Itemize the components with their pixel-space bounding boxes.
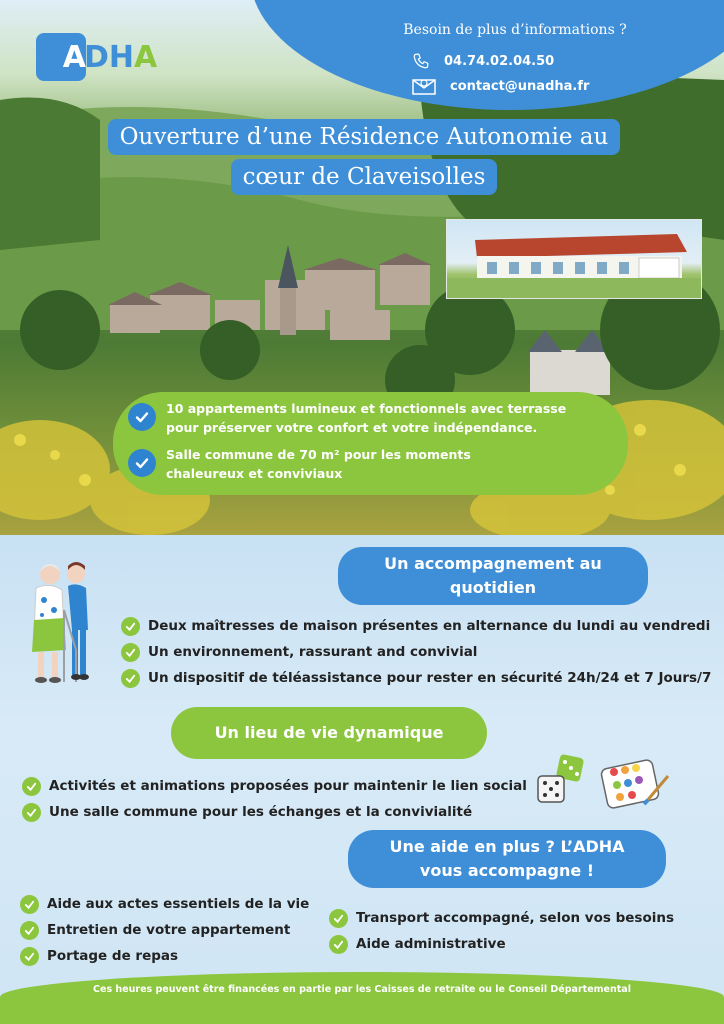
info-title: Besoin de plus d’informations ? [403,22,627,38]
hero-feature-text: 10 appartements lumineux et fonctionnels avec terrasse [166,401,567,416]
check-icon [329,935,348,954]
extra-help-list-right [329,905,674,957]
check-icon [20,921,39,940]
section-title-line: vous accompagne ! [419,861,595,880]
check-icon [128,403,156,431]
section-title-line: Un accompagnement au [384,554,602,573]
phone-number: 04.74.02.04.50 [444,53,555,69]
list-item: Activités et animations proposées pour maintenir le lien social [22,773,527,799]
check-icon [20,947,39,966]
footer-band [0,972,724,1024]
title-line-1: Ouverture d’une Résidence Autonomie au [108,119,621,155]
extra-help-list-left [20,891,309,969]
title-line-2: cœur de Claveisolles [231,159,498,195]
section-title-daily-support [338,547,648,605]
hero-feature-common-room [128,445,471,483]
email-address: contact@unadha.fr [450,78,590,94]
hero-feature-apartments [128,399,566,437]
phone-icon [412,52,430,70]
list-item: Un dispositif de téléassistance pour rester en sécurité 24h/24 et 7 Jours/7 [121,665,711,691]
paint-palette-icon [600,758,672,812]
list-item: Aide administrative [329,931,674,957]
list-item: Entretien de votre appartement [20,917,309,943]
residence-rendering-image [446,219,702,299]
check-icon [22,777,41,796]
list-item: Deux maîtresses de maison présentes en alternance du lundi au vendredi [121,613,711,639]
logo-wordmark: DHA [84,39,158,75]
hero-feature-text: pour préserver votre confort et votre indépendance. [166,420,538,435]
adha-logo [36,33,168,81]
section-title-line: quotidien [449,578,537,597]
check-icon [329,909,348,928]
section-title-dynamic-life: Un lieu de vie dynamique [171,707,487,759]
logo-mark: A [36,33,86,81]
list-item: Une salle commune pour les échanges et la convivialité [22,799,527,825]
section-title-line: Une aide en plus ? L’ADHA [389,837,625,856]
dynamic-life-list [22,773,527,825]
check-icon [121,617,140,636]
check-icon [128,449,156,477]
check-icon [121,643,140,662]
dice-icon [534,752,592,806]
list-item: Un environnement, rassurant and convivial [121,639,711,665]
page-title [82,117,646,197]
email-icon [412,77,436,95]
footer-note: Ces heures peuvent être financées en partie par les Caisses de retraite ou le Conseil Départemental [93,984,631,995]
daily-support-list [121,613,711,691]
hero-feature-text: Salle commune de 70 m² pour les moments [166,447,471,462]
check-icon [20,895,39,914]
list-item: Portage de repas [20,943,309,969]
check-icon [22,803,41,822]
email-contact[interactable] [412,77,589,95]
caregiver-illustration [28,560,98,685]
check-icon [121,669,140,688]
section-title-extra-help [348,830,666,888]
list-item: Aide aux actes essentiels de la vie [20,891,309,917]
phone-contact[interactable] [412,52,554,70]
list-item: Transport accompagné, selon vos besoins [329,905,674,931]
hero-feature-text: chaleureux et conviviaux [166,466,343,481]
